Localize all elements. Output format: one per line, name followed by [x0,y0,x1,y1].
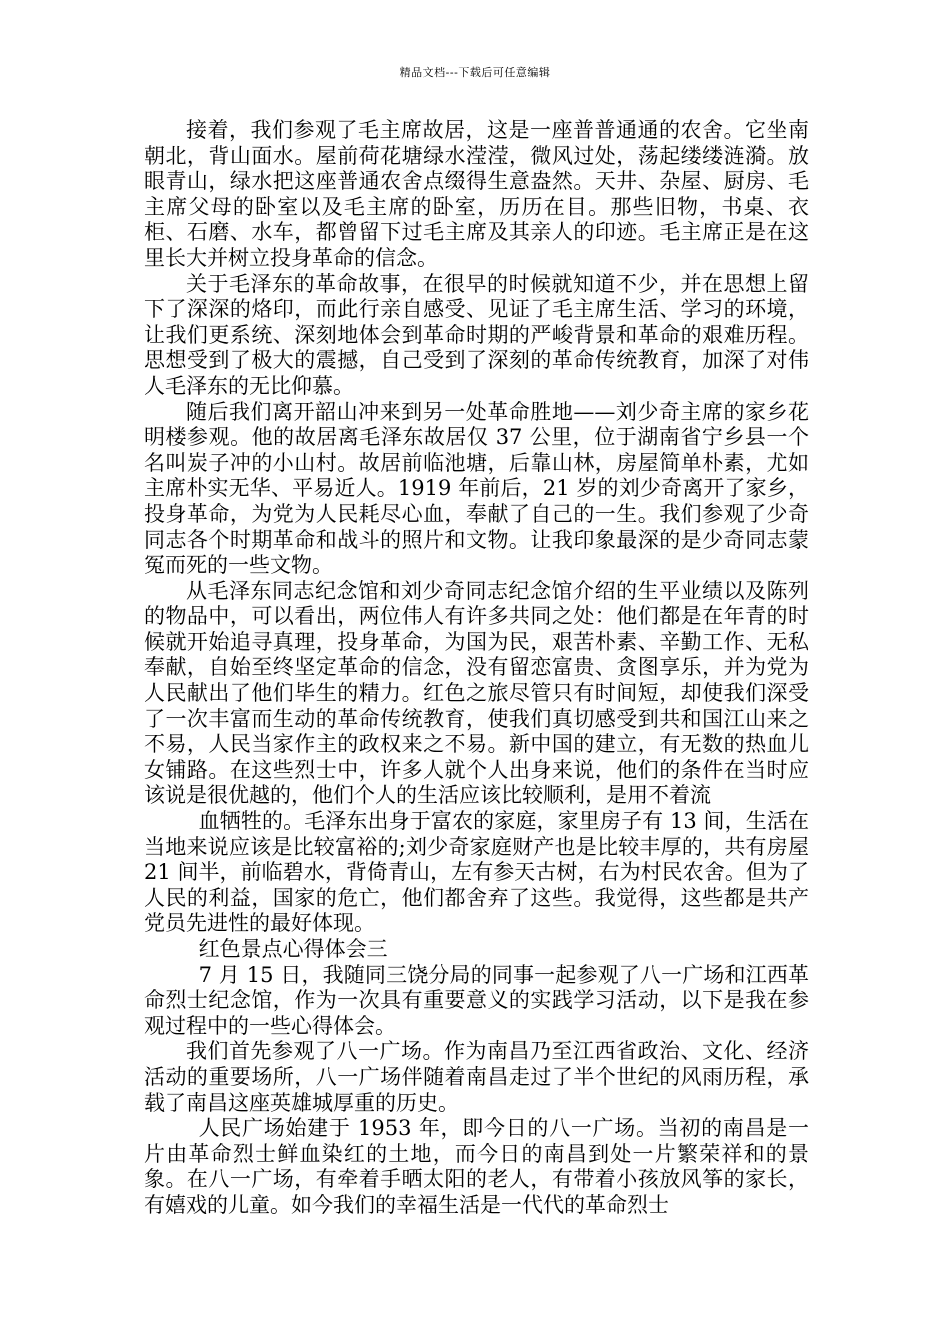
paragraph-common-traits: 从毛泽东同志纪念馆和刘少奇同志纪念馆介绍的生平业绩以及陈列的物品中，可以看出，两位伟人有许多共同之处：他们都是在年青的时候就开始追寻真理，投身革命，为国为民，艰苦朴素、辛勤工作、无私奉献，自始至终坚定革命的信念，没有留恋富贵、贪图享乐，并为党为人民献出了他们毕生的精力。红色之旅尽管只有时间短，却使我们深受了一次丰富而生动的革命传统教育，使我们真切感受到共和国江山来之不易，人民当家作主的政权来之不易。新中国的建立，有无数的热血儿女铺路。在这些烈士中，许多人就个人出身来说，他们的条件在当时应该说是很优越的，他们个人的生活应该比较顺利，是用不着流 [144,578,809,808]
paragraph-sacrifice: 血牺牲的。毛泽东出身于富农的家庭，家里房子有 13 间，生活在当地来说应该是比较富裕的;刘少奇家庭财产也是比较丰厚的，共有房屋 21 间半，前临碧水，背倚青山，左有参天古树，右为村民农舍。但为了人民的利益，国家的危亡，他们都舍弃了这些。我觉得，这些都是共产党员先进性的最好体现。 [144,809,809,936]
document-body [144,118,809,1219]
paragraph-mao-stories: 关于毛泽东的革命故事，在很早的时候就知道不少，并在思想上留下了深深的烙印，而此行亲自感受、见证了毛主席生活、学习的环境，让我们更系统、深刻地体会到革命时期的严峻背景和革命的艰难历程。思想受到了极大的震撼，自己受到了深刻的革命传统教育，加深了对伟人毛泽东的无比仰慕。 [144,271,809,398]
page-header: 精品文档---下载后可任意编辑 [399,66,551,79]
paragraph-liu-shaoqi-hometown: 随后我们离开韶山冲来到另一处革命胜地——刘少奇主席的家乡花明楼参观。他的故居离毛泽东故居仅 37 公里，位于湖南省宁乡县一个名叫炭子冲的小山村。故居前临池塘，后靠山林，房屋简单朴素，尤如主席朴实无华、平易近人。1919 年前后，21 岁的刘少奇离开了家乡，投身革命，为党为人民耗尽心血，奉献了自己的一生。我们参观了少奇同志各个时期革命和战斗的照片和文物。让我印象最深的是少奇同志蒙冤而死的一些文物。 [144,399,809,578]
paragraph-bayi-square: 我们首先参观了八一广场。作为南昌乃至江西省政治、文化、经济活动的重要场所，八一广场伴随着南昌走过了半个世纪的风雨历程，承载了南昌这座英雄城厚重的历史。 [144,1039,809,1115]
paragraph-peoples-square: 人民广场始建于 1953 年，即今日的八一广场。当初的南昌是一片由革命烈士鲜血染红的土地，而今日的南昌到处一片繁荣祥和的景象。在八一广场，有牵着手晒太阳的老人，有带着小孩放风筝的家长，有嬉戏的儿童。如今我们的幸福生活是一代代的革命烈士 [144,1116,809,1217]
paragraph-mao-residence: 接着，我们参观了毛主席故居，这是一座普普通通的农舍。它坐南朝北，背山面水。屋前荷花塘绿水滢滢，微风过处，荡起缕缕涟漪。放眼青山，绿水把这座普通农舍点缀得生意盎然。天井、杂屋、厨房、毛主席父母的卧室以及毛主席的卧室，历历在目。那些旧物，书桌、衣柜、石磨、水车，都曾留下过毛主席及其亲人的印迹。毛主席正是在这里长大并树立投身革命的信念。 [144,118,809,270]
paragraph-visit-intro: 7 月 15 日，我随同三饶分局的同事一起参观了八一广场和江西革命烈士纪念馆，作为一次具有重要意义的实践学习活动，以下是我在参观过程中的一些心得体会。 [144,962,809,1038]
section-heading: 红色景点心得体会三 [198,937,388,961]
